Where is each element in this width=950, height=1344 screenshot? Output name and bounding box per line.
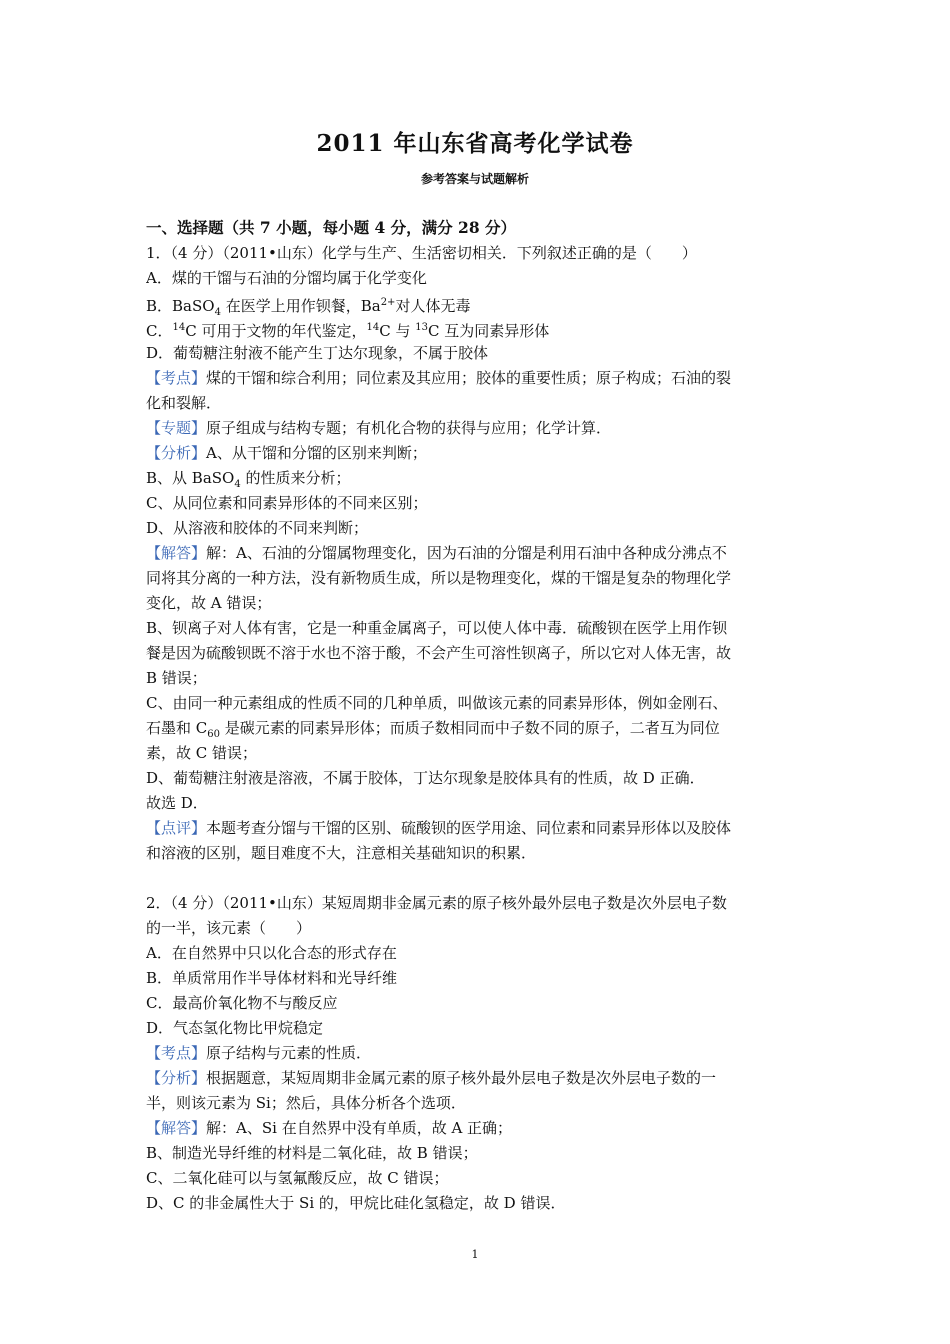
q2-stem-2: 的一半，该元素（ ） xyxy=(146,919,312,937)
q2-kaodian: 【考点】原子结构与元素的性质． xyxy=(146,1044,372,1062)
q1-kaodian: 【考点】煤的干馏和综合利用；同位素及其应用；胶体的重要性质；原子构成；石油的裂 xyxy=(146,369,732,387)
q1-dianping-2: 和溶液的区别，题目难度不大，注意相关基础知识的积累． xyxy=(146,844,537,862)
q1-jieda-11: 故选 D． xyxy=(146,794,208,812)
q1-jieda-10: D、葡萄糖注射液是溶液，不属于胶体，丁达尔现象是胶体具有的性质，故 D 正确． xyxy=(146,769,705,787)
q1-kaodian-cont: 化和裂解． xyxy=(146,394,222,412)
q1-jieda: 【解答】解：A、石油的分馏属物理变化，因为石油的分馏是利用石油中各种成分沸点不 xyxy=(146,544,727,562)
zhuanti-tag: 【专题】 xyxy=(146,419,207,437)
q1-fenxi-c: C、从同位素和同素异形体的不同来区别； xyxy=(146,494,428,512)
q2-jieda: 【解答】解：A、Si 在自然界中没有单质，故 A 正确； xyxy=(146,1119,513,1137)
fenxi-tag: 【分析】 xyxy=(146,444,207,462)
document-subtitle: 参考答案与试题解析 xyxy=(420,172,529,186)
jieda-tag: 【解答】 xyxy=(146,544,207,562)
q2-jieda-2: B、制造光导纤维的材料是二氧化硅，故 B 错误； xyxy=(146,1144,478,1162)
q1-option-a: A．煤的干馏与石油的分馏均属于化学变化 xyxy=(146,269,427,287)
q1-jieda-4: B、钡离子对人体有害，它是一种重金属离子，可以使人体中毒．硫酸钡在医学上用作钡 xyxy=(146,619,728,637)
q2-fenxi-2: 半，则该元素为 Si；然后，具体分析各个选项． xyxy=(146,1094,466,1112)
q1-jieda-8: 石墨和 $C_{60}$ 是碳元素的同素异形体；而质子数相同而中子数不同的原子，二者互为同位 xyxy=(146,719,720,740)
q2-option-d: D．气态氢化物比甲烷稳定 xyxy=(146,1019,324,1037)
page-number: 1 xyxy=(471,1248,479,1261)
q2-option-a: A．在自然界中只以化合态的形式存在 xyxy=(146,944,397,962)
jieda-tag: 【解答】 xyxy=(146,1119,207,1137)
q1-option-c: C．$^{14}$C 可用于文物的年代鉴定，$^{14}$C 与 $^{13}$C 互为同素异形体 xyxy=(146,322,550,340)
q1-jieda-7: C、由同一种元素组成的性质不同的几种单质，叫做该元素的同素异形体，例如金刚石、 xyxy=(146,694,728,712)
q1-zhuanti: 【专题】原子组成与结构专题；有机化合物的获得与应用；化学计算． xyxy=(146,419,612,437)
q2-jieda-3: C、二氧化硅可以与氢氟酸反应，故 C 错误； xyxy=(146,1169,449,1187)
q1-option-d: D．葡萄糖注射液不能产生丁达尔现象，不属于胶体 xyxy=(146,344,489,362)
q1-fenxi-b: B、从 BaSO$_4$ 的性质来分析； xyxy=(146,469,351,490)
q2-fenxi: 【分析】根据题意，某短周期非金属元素的原子核外最外层电子数是次外层电子数的一 xyxy=(146,1069,717,1087)
kaodian-tag: 【考点】 xyxy=(146,369,207,387)
q1-jieda-6: B 错误； xyxy=(146,669,207,687)
section-heading: 一、选择题（共 7 小题，每小题 4 分，满分 28 分） xyxy=(146,218,517,237)
q1-jieda-3: 变化，故 A 错误； xyxy=(146,594,272,612)
q1-option-b: B．BaSO$_4$ 在医学上用作钡餐，$Ba^{2+}$对人体无毒 xyxy=(146,297,471,318)
q2-jieda-4: D、C 的非金属性大于 Si 的，甲烷比硅化氢稳定，故 D 错误． xyxy=(146,1194,566,1212)
document-title: 2011 年山东省高考化学试卷 xyxy=(316,130,634,157)
q1-jieda-5: 餐是因为硫酸钡既不溶于水也不溶于酸，不会产生可溶性钡离子，所以它对人体无害，故 xyxy=(146,644,732,662)
q2-option-c: C．最高价氧化物不与酸反应 xyxy=(146,994,338,1012)
fenxi-tag: 【分析】 xyxy=(146,1069,207,1087)
q1-dianping: 【点评】本题考查分馏与干馏的区别、硫酸钡的医学用途、同位素和同素异形体以及胶体 xyxy=(146,819,732,837)
q1-stem: 1．（4 分）（2011•山东）化学与生产、生活密切相关．下列叙述正确的是（ ） xyxy=(146,244,697,262)
q2-stem: 2．（4 分）（2011•山东）某短周期非金属元素的原子核外最外层电子数是次外层电子数 xyxy=(146,894,727,912)
q2-option-b: B．单质常用作半导体材料和光导纤维 xyxy=(146,969,398,987)
dianping-tag: 【点评】 xyxy=(146,819,207,837)
q1-jieda-9: 素，故 C 错误； xyxy=(146,744,258,762)
kaodian-tag: 【考点】 xyxy=(146,1044,207,1062)
q1-fenxi-d: D、从溶液和胶体的不同来判断； xyxy=(146,519,369,537)
q1-jieda-2: 同将其分离的一种方法，没有新物质生成，所以是物理变化，煤的干馏是复杂的物理化学 xyxy=(146,569,732,587)
q1-fenxi: 【分析】A、从干馏和分馏的区别来判断； xyxy=(146,444,427,462)
